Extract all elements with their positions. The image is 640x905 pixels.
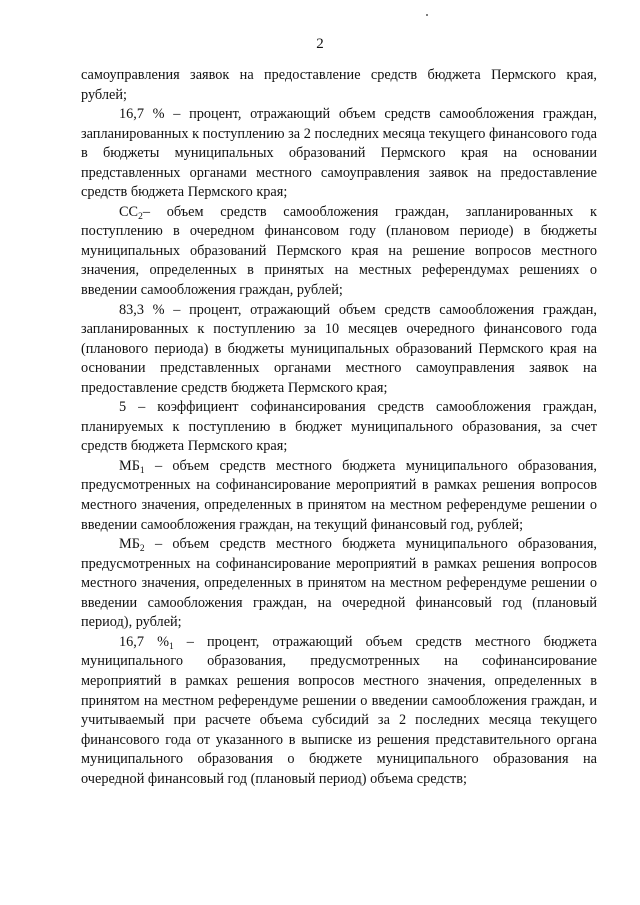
paragraph-text: – объем средств местного бюджета муниципального образования, предусмотренных на софинансирование мероприятий в рамках решения вопросов местного значения, определенных в принятом на местном референдуме решении о введении самообложения граждан, на очередной финансовый год (плановый период), рублей; xyxy=(81,536,597,631)
paragraph-text: самоуправления заявок на предоставление средств бюджета Пермского края, рублей; xyxy=(81,67,597,103)
paragraph-2 xyxy=(81,105,597,203)
paragraph-6 xyxy=(81,457,597,535)
paragraph-text: – процент, отражающий объем средств местного бюджета муниципального образования, предусмотренных на софинансирование мероприятий в рамках решения вопросов местного значения, определенных в принятом на местном референдуме решении о введении самообложения граждан, и учитываемый при расчете объема субсидий за 2 последних месяца текущего финансового года от указанного в выписке из решения представительного органа муниципального образования о бюджете муниципального образования на очередной финансовый год (плановый период) объема средств; xyxy=(81,633,597,787)
formula-symbol: 16,7 % xyxy=(119,633,169,650)
paragraph-5 xyxy=(81,398,597,457)
formula-subscript: 1 xyxy=(139,465,145,476)
page-number: 2 xyxy=(316,36,324,52)
paragraph-text: 5 – коэффициент софинансирования средств самообложения граждан, планируемых к поступлению в бюджет муниципального образования, за счет средств бюджета Пермского края; xyxy=(81,399,597,455)
formula-symbol: СС xyxy=(119,203,139,220)
formula-subscript: 1 xyxy=(169,641,174,652)
paragraph-8 xyxy=(81,633,597,789)
paragraph-text: – объем средств местного бюджета муниципального образования, предусмотренных на софинансирование мероприятий в рамках решения вопросов местного значения, определенных в принятом на местном референдуме решении о введении самообложения граждан, на текущий финансовый год, рублей; xyxy=(81,457,597,533)
formula-symbol: МБ xyxy=(119,457,140,474)
formula-symbol: МБ xyxy=(119,536,140,553)
body-text xyxy=(81,66,597,789)
formula-subscript: 2 xyxy=(138,211,143,222)
paragraph-3 xyxy=(81,203,597,301)
paragraph-text: 16,7 % – процент, отражающий объем средств самообложения граждан, запланированных к поступлению за 2 последних месяца текущего финансового года в бюджеты муниципальных образований Пермского края на основании представленных органами местного самоуправления заявок на предоставление средств бюджета Пермского края; xyxy=(81,106,597,201)
scan-speck xyxy=(426,14,428,16)
paragraph-7 xyxy=(81,535,597,633)
paragraph-text: – объем средств самообложения граждан, запланированных к поступлению в очередном финансовом году (плановом периоде) в бюджеты муниципальных образований Пермского края на решение вопросов местного значения, определенных в принятых на местных референдумах решениях о введении самообложения граждан, рублей; xyxy=(81,203,597,299)
paragraph-text: 83,3 % – процент, отражающий объем средств самообложения граждан, запланированных к поступлению за 10 месяцев очередного финансового года (планового периода) в бюджеты муниципальных образований Пермского края на основании представленных органами местного самоуправления заявок на предоставление средств бюджета Пермского края; xyxy=(81,301,597,396)
paragraph-4 xyxy=(81,301,597,399)
formula-subscript: 2 xyxy=(139,544,145,555)
paragraph-1 xyxy=(81,66,597,105)
